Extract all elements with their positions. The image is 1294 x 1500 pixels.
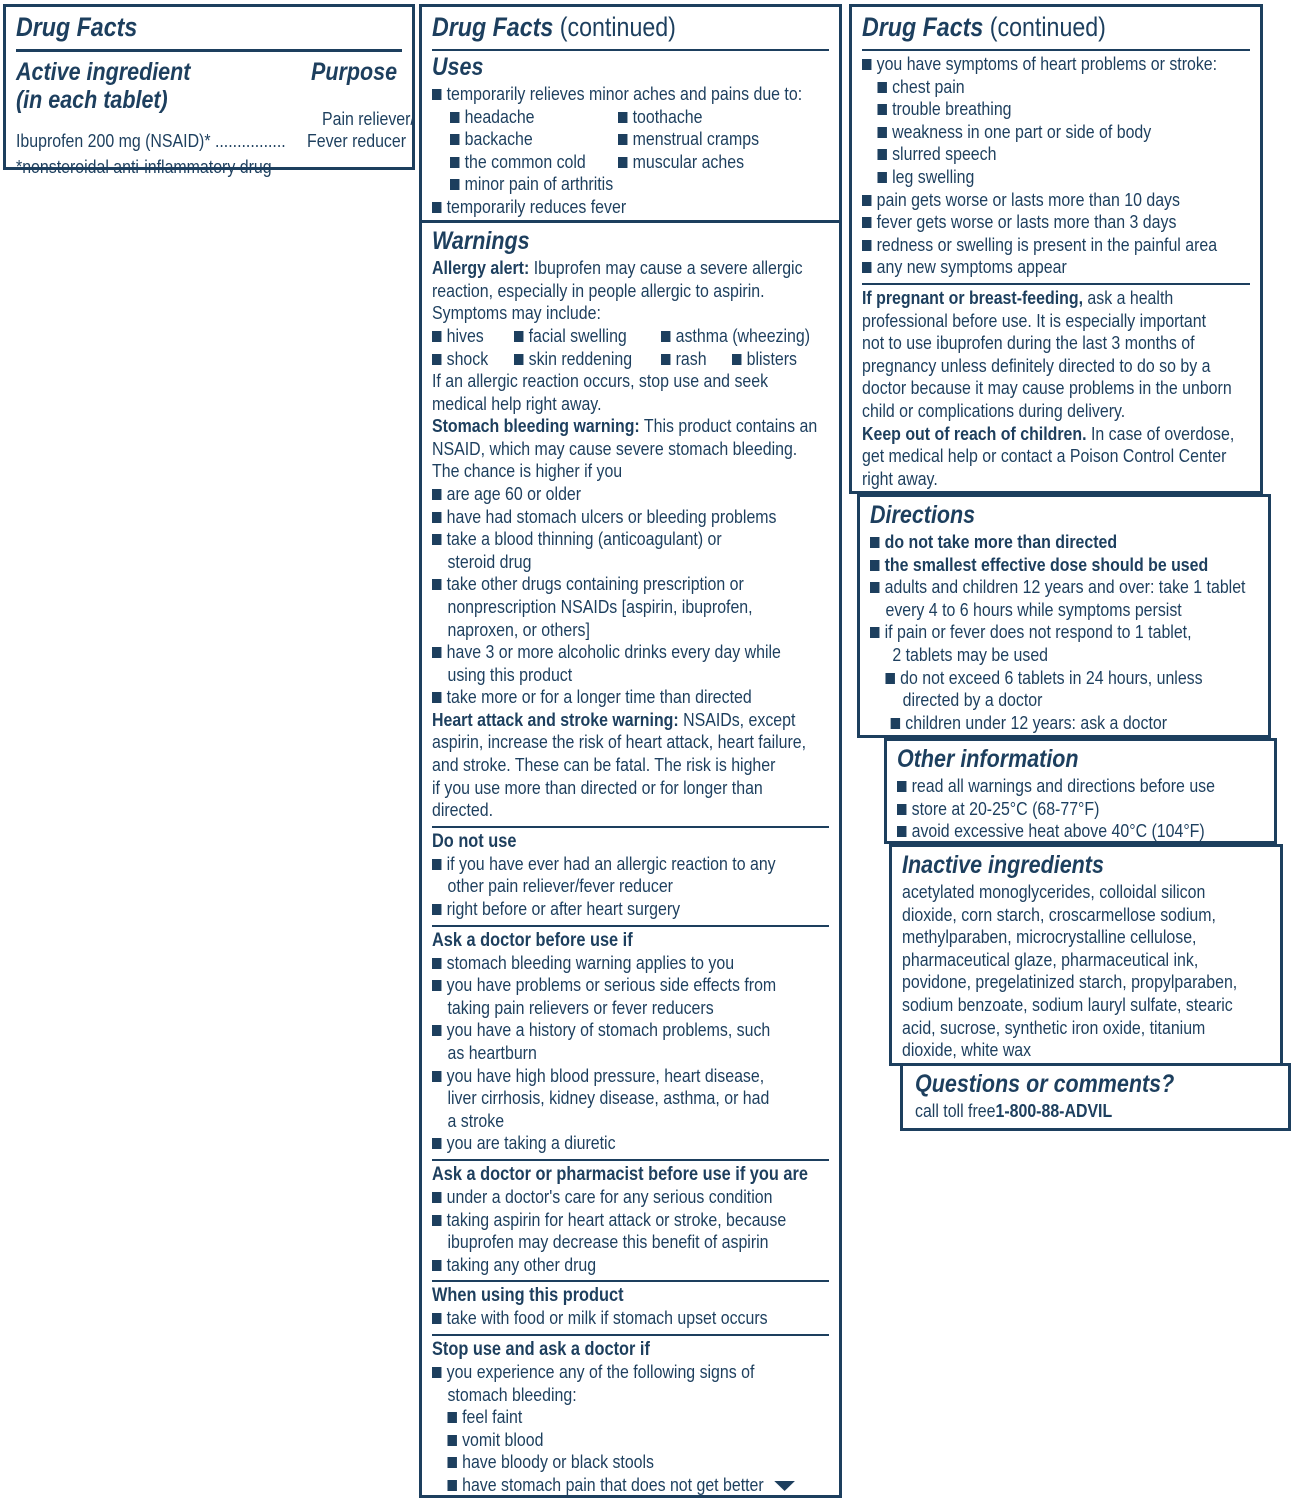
symptom: asthma (wheezing): [661, 325, 810, 348]
keep-out-label: Keep out of reach of children.: [862, 422, 1087, 444]
purpose-line2: Fever reducer: [306, 130, 406, 151]
other-info-item: read all warnings and directions before use: [897, 775, 1213, 798]
ask-doctor-item: you have problems or serious side effects from: [432, 974, 773, 997]
heart-text: and stroke. These can be fatal. The risk is higher: [432, 754, 776, 776]
uses-heading: Uses: [432, 53, 484, 81]
direction-exceed: do not exceed 6 tablets in 24 hours, unless: [870, 667, 1204, 690]
ask-pharmacist-item: under a doctor's care for any serious condition: [432, 1186, 773, 1209]
pregnant-line: [862, 287, 1196, 310]
stomach-item: are age 60 or older: [432, 483, 773, 506]
direction-children: children under 12 years: ask a doctor: [870, 712, 1204, 735]
inactive-line: dioxide, white wax: [902, 1039, 1032, 1061]
keep-out-line: [862, 422, 1235, 446]
direction-exceed-cont: directed by a doctor: [902, 689, 1043, 711]
continue-arrow-icon: [774, 1481, 795, 1491]
continued-panel: [849, 4, 1263, 494]
pregnant-text: professional before use. It is especially important: [862, 309, 1207, 331]
active-ingredient-heading: Active ingredient: [16, 58, 191, 86]
direction-adults-cont: every 4 to 6 hours while symptoms persist: [885, 598, 1182, 620]
ask-pharmacist-heading: Ask a doctor or pharmacist before use if you are: [432, 1163, 808, 1185]
symptom: shock: [432, 348, 488, 371]
stop-use-sign: have stomach pain that does not get better: [462, 1473, 764, 1495]
ask-pharmacist-item: taking any other drug: [432, 1254, 773, 1277]
symptom-grid: [432, 325, 829, 370]
df-title: Drug Facts: [432, 12, 554, 42]
use-item: headache: [450, 106, 613, 129]
uses-intro: temporarily relieves minor aches and pains due to:: [432, 83, 773, 106]
purpose-heading: Purpose: [310, 58, 397, 86]
stomach-item-cont: using this product: [447, 663, 573, 685]
inactive-line: povidone, pregelatinized starch, propylparaben,: [902, 971, 1238, 993]
stomach-item-cont: naproxen, or others]: [447, 618, 590, 640]
heart-line: [432, 708, 796, 732]
when-using-item: take with food or milk if stomach upset occurs: [432, 1307, 773, 1330]
directions-heading: Directions: [870, 501, 976, 529]
use-item: minor pain of arthritis: [450, 173, 613, 196]
heart-symptom: weakness in one part or side of body: [862, 121, 1196, 144]
direction-adults: adults and children 12 years and over: take 1 tablet: [870, 576, 1204, 599]
inactive-line: methylparaben, microcrystalline cellulose,: [902, 926, 1197, 948]
inactive-line: acetylated monoglycerides, colloidal silicon: [902, 881, 1206, 902]
stop-item: redness or swelling is present in the painful area: [862, 234, 1196, 257]
allergy-after: If an allergic reaction occurs, stop use and seek: [432, 369, 769, 391]
stop-item: any new symptoms appear: [862, 256, 1196, 279]
inactive-heading: Inactive ingredients: [902, 851, 1104, 879]
pregnant-text: pregnancy unless definitely directed to do so by a: [862, 354, 1211, 376]
stomach-item-cont: steroid drug: [447, 550, 532, 572]
divider: [432, 925, 829, 927]
ask-doctor-item-cont: liver cirrhosis, kidney disease, asthma, or had: [447, 1087, 770, 1109]
inactive-line: dioxide, corn starch, croscarmellose sodium,: [902, 903, 1216, 925]
stomach-item: have 3 or more alcoholic drinks every day while: [432, 641, 773, 664]
heart-symptom: leg swelling: [862, 166, 1196, 189]
stomach-line: [432, 415, 818, 438]
questions-heading: Questions or comments?: [915, 1070, 1175, 1098]
ask-doctor-item: you have a history of stomach problems, such: [432, 1019, 773, 1042]
ask-doctor-item-cont: taking pain relievers or fever reducers: [447, 996, 714, 1018]
divider: [862, 49, 1250, 51]
when-using-heading: When using this product: [432, 1285, 624, 1307]
inactive-line: sodium benzoate, sodium lauryl sulfate, stearic: [902, 993, 1233, 1015]
uses-warnings-panel: [419, 4, 842, 1498]
divider: [432, 826, 829, 828]
heart-label: Heart attack and stroke warning:: [432, 708, 679, 730]
other-info-heading: Other information: [897, 745, 1079, 773]
ask-pharmacist-item: taking aspirin for heart attack or stroke, because: [432, 1209, 773, 1232]
continued-label: (continued): [559, 12, 676, 42]
pregnant-text: not to use ibuprofen during the last 3 months of: [862, 332, 1195, 354]
stop-use-sign: feel faint: [432, 1406, 773, 1429]
ask-pharmacist-item-cont: ibuprofen may decrease this benefit of aspirin: [447, 1231, 769, 1253]
active-ingredient-panel: [3, 4, 415, 177]
uses-col1: [450, 106, 640, 196]
direction-bold: the smallest effective dose should be used: [870, 554, 1204, 577]
section-divider: [422, 220, 839, 223]
use-item: backache: [450, 128, 613, 151]
heart-symptom: slurred speech: [862, 143, 1196, 166]
symptom: rash: [661, 348, 707, 371]
directions-panel: [857, 494, 1271, 738]
ingredient-name: Ibuprofen 200 mg (NSAID)*: [16, 130, 211, 151]
heart-text: aspirin, increase the risk of heart attack, heart failure,: [432, 731, 807, 753]
stop-use-intro-cont: stomach bleeding:: [447, 1383, 577, 1405]
allergy-line: [432, 257, 803, 280]
uses-fever: temporarily reduces fever: [432, 196, 773, 219]
other-info-item: store at 20-25°C (68-77°F): [897, 798, 1213, 821]
divider: [432, 1159, 829, 1161]
panel1-title: Drug Facts: [16, 12, 138, 42]
allergy-after: medical help right away.: [432, 392, 602, 414]
do-not-use-heading: Do not use: [432, 830, 517, 852]
stomach-label: Stomach bleeding warning:: [432, 415, 640, 437]
allergy-text: reaction, especially in people allergic to aspirin.: [432, 279, 765, 301]
pregnant-text: doctor because it may cause problems in the unborn: [862, 377, 1232, 399]
heart-symptom: chest pain: [862, 76, 1196, 99]
warnings-heading: Warnings: [432, 227, 530, 256]
stomach-item: take a blood thinning (anticoagulant) or: [432, 528, 773, 551]
panel2-title: [432, 11, 773, 43]
direction-pain-cont: 2 tablets may be used: [892, 643, 1049, 665]
symptom: hives: [432, 325, 484, 348]
divider: [16, 49, 402, 52]
symptom: skin reddening: [514, 348, 632, 371]
stop-use-intro: you experience any of the following signs of: [432, 1361, 773, 1384]
allergy-label: Allergy alert:: [432, 257, 530, 279]
pregnant-label: If pregnant or breast-feeding,: [862, 286, 1083, 308]
use-item: muscular aches: [618, 151, 759, 174]
heart-text: if you use more than directed or for longer than: [432, 776, 763, 798]
pregnant-text: ask a health: [1082, 286, 1174, 308]
stop-use-sign-last: [432, 1474, 773, 1497]
stomach-item: have had stomach ulcers or bleeding problems: [432, 506, 773, 529]
pregnant-text: child or complications during delivery.: [862, 399, 1126, 421]
panel3-title: [862, 11, 1196, 43]
use-item: the common cold: [450, 151, 613, 174]
use-item: toothache: [618, 106, 759, 129]
ask-doctor-item-cont: as heartburn: [447, 1042, 537, 1063]
purpose-line1: Pain reliever/: [322, 108, 415, 129]
symptom: blisters: [732, 348, 797, 371]
ask-doctor-item: you are taking a diuretic: [432, 1132, 773, 1155]
ask-doctor-heading: Ask a doctor before use if: [432, 929, 633, 951]
keep-out-text: right away.: [862, 467, 938, 489]
ask-doctor-item: you have high blood pressure, heart disease,: [432, 1065, 773, 1088]
direction-pain: if pain or fever does not respond to 1 tablet,: [870, 621, 1204, 644]
footnote: *nonsteroidal anti-inflammatory drug: [16, 156, 272, 177]
do-not-use-item: right before or after heart surgery: [432, 898, 773, 921]
inactive-line: acid, sucrose, synthetic iron oxide, titanium: [902, 1016, 1206, 1038]
stop-item: pain gets worse or lasts more than 10 days: [862, 189, 1196, 212]
uses-col2: [618, 106, 782, 174]
allergy-text: Symptoms may include:: [432, 302, 601, 324]
stomach-text: The chance is higher if you: [432, 460, 623, 482]
keep-out-text: In case of overdose,: [1086, 422, 1235, 444]
stomach-item-cont: nonprescription NSAIDs [aspirin, ibuprofen,: [447, 595, 753, 617]
stop-item: fever gets worse or lasts more than 3 days: [862, 211, 1196, 234]
use-item: menstrual cramps: [618, 128, 759, 151]
inactive-line: pharmaceutical glaze, pharmaceutical ink,: [902, 948, 1199, 970]
stop-use-heading: Stop use and ask a doctor if: [432, 1338, 650, 1360]
continued-label: (continued): [989, 12, 1106, 42]
symptom: facial swelling: [514, 325, 627, 348]
other-information-panel: [884, 738, 1277, 844]
questions-line: [915, 1100, 1225, 1123]
do-not-use-item-cont: other pain reliever/fever reducer: [447, 875, 673, 897]
allergy-text: Ibuprofen may cause a severe allergic: [529, 257, 803, 279]
inactive-ingredients-panel: [889, 844, 1283, 1066]
heart-text: directed.: [432, 799, 494, 821]
stomach-text: This product contains an: [639, 415, 818, 437]
df-title: Drug Facts: [862, 12, 984, 42]
keep-out-text: get medical help or contact a Poison Control Center: [862, 445, 1227, 467]
phone-number: 1-800-88-ADVIL: [995, 1100, 1113, 1121]
heart-intro: you have symptoms of heart problems or stroke:: [862, 53, 1196, 76]
active-ingredient-subheading: (in each tablet): [16, 86, 168, 114]
questions-text: call toll free: [915, 1100, 996, 1121]
heart-symptom: trouble breathing: [862, 98, 1196, 121]
ingredient-line: [16, 130, 286, 153]
other-info-item: avoid excessive heat above 40°C (104°F): [897, 820, 1213, 843]
questions-panel: [900, 1063, 1291, 1131]
ask-doctor-item: stomach bleeding warning applies to you: [432, 952, 773, 975]
heart-text: NSAIDs, except: [678, 708, 796, 730]
divider: [862, 283, 1250, 285]
leader-dots: ................: [214, 130, 286, 151]
direction-bold: do not take more than directed: [870, 531, 1204, 554]
stomach-text: NSAID, which may cause severe stomach bleeding.: [432, 437, 798, 459]
divider: [432, 1280, 829, 1282]
divider: [432, 49, 829, 51]
stomach-item: take more or for a longer time than directed: [432, 686, 773, 709]
do-not-use-item: if you have ever had an allergic reaction to any: [432, 853, 773, 876]
ask-doctor-item-cont: a stroke: [447, 1109, 505, 1131]
stop-use-sign: have bloody or black stools: [432, 1451, 773, 1474]
stomach-item: take other drugs containing prescription or: [432, 573, 773, 596]
divider: [432, 1334, 829, 1336]
stop-use-sign: vomit blood: [432, 1429, 773, 1452]
